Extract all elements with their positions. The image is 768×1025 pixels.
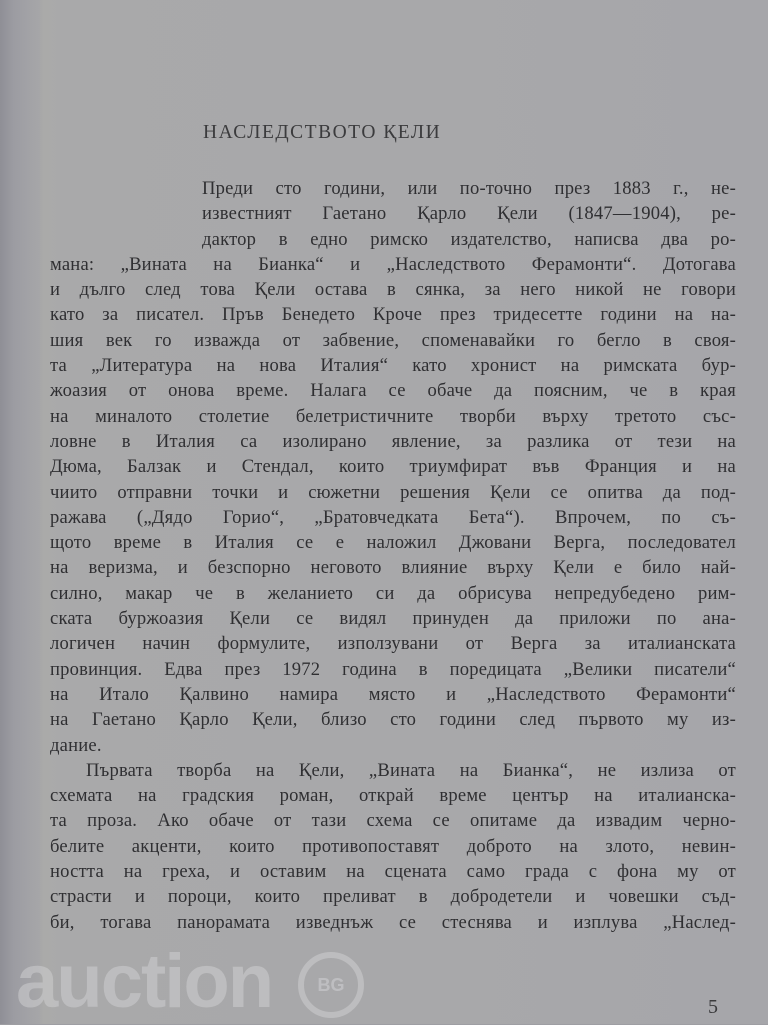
text-line: на веризма, и безспорно неговото влияние върху Қели е било най- [50, 557, 736, 579]
text-line: Преди сто години, или по-точно през 1883 г., не- [202, 178, 736, 199]
text-line: на миналото столетие белетристичните творби върху третото със- [50, 405, 736, 427]
text-line: силно, макар че в желанието си да обрисува непредубедено рим- [50, 582, 736, 604]
text-line: Дюма, Балзак и Стендал, които триумфират във Франция и на [50, 456, 736, 478]
text-line: известният Гаетано Қарло Қели (1847—1904), ре- [202, 203, 736, 225]
text-line: като за писател. Пръв Бенедето Кроче през тридесетте години на на- [50, 304, 736, 326]
text-line: та „Литература на нова Италия“ като хронист на римската бур- [50, 355, 736, 377]
text-line: и дълго след това Қели остава в сянка, за него никой не говори [50, 279, 736, 301]
text-line: страсти и пороци, които преливат в добродетели и човешки съд- [50, 886, 736, 908]
page-number: 5 [708, 996, 718, 1018]
text-line: ловне в Италия са изолирано явление, за разлика от тези на [50, 430, 736, 452]
text-line: щото време в Италия се е наложил Джовани Верга, последовател [50, 532, 736, 554]
text-line: логичен начин формулите, използувани от Верга за италианската [50, 633, 736, 655]
text-line: ската буржоазия Қели се видял принуден да приложи по ана- [50, 608, 736, 630]
chapter-title: НАСЛЕДСТВОТО ҚЕЛИ [203, 122, 442, 143]
watermark-logo: auction [16, 939, 273, 1024]
text-line: чиито отправни точки и сюжетни решения Қели се опитва да под- [50, 481, 736, 503]
text-line: шия век го изважда от забвение, споменавайки го бегло в своя- [50, 329, 736, 351]
text-line: ражава („Дядо Горио“, „Братовчедката Бета“). Впрочем, по съ- [50, 506, 736, 528]
text-line: дание. [50, 734, 102, 756]
text-line: схемата на градския роман, открай време център на италианска- [50, 785, 736, 807]
book-gutter [0, 0, 40, 1024]
text-line: жоазия от онова време. Налага се обаче да поясним, че в края [50, 380, 736, 402]
text-line: ността на греха, и оставим на сцената само града с фона му от [50, 861, 736, 883]
body-text [50, 176, 736, 935]
text-line: на Гаетано Қарло Қели, близо сто години след първото му из- [50, 709, 736, 731]
text-line: Първата творба на Қели, „Вината на Бианка“, не излиза от [86, 759, 736, 781]
text-line: дактор в едно римско издателство, написва два ро- [202, 228, 736, 250]
text-line: би, тогава панорамата изведнъж се стеснява и изплува „Наслед- [50, 911, 736, 933]
text-line: белите акценти, които противопоставят доброто на злото, невин- [50, 835, 736, 857]
watermark-badge-icon: BG [298, 952, 364, 1018]
text-line: на Итало Қалвино намира място и „Наследството Ферамонти“ [50, 683, 736, 705]
text-line: мана: „Вината на Бианка“ и „Наследството Ферамонти“. Дотогава [50, 253, 736, 275]
text-line: та проза. Ако обаче от тази схема се опитаме да извадим черно- [50, 810, 736, 832]
text-line: провинция. Едва през 1972 година в поредицата „Велики писатели“ [50, 658, 736, 680]
